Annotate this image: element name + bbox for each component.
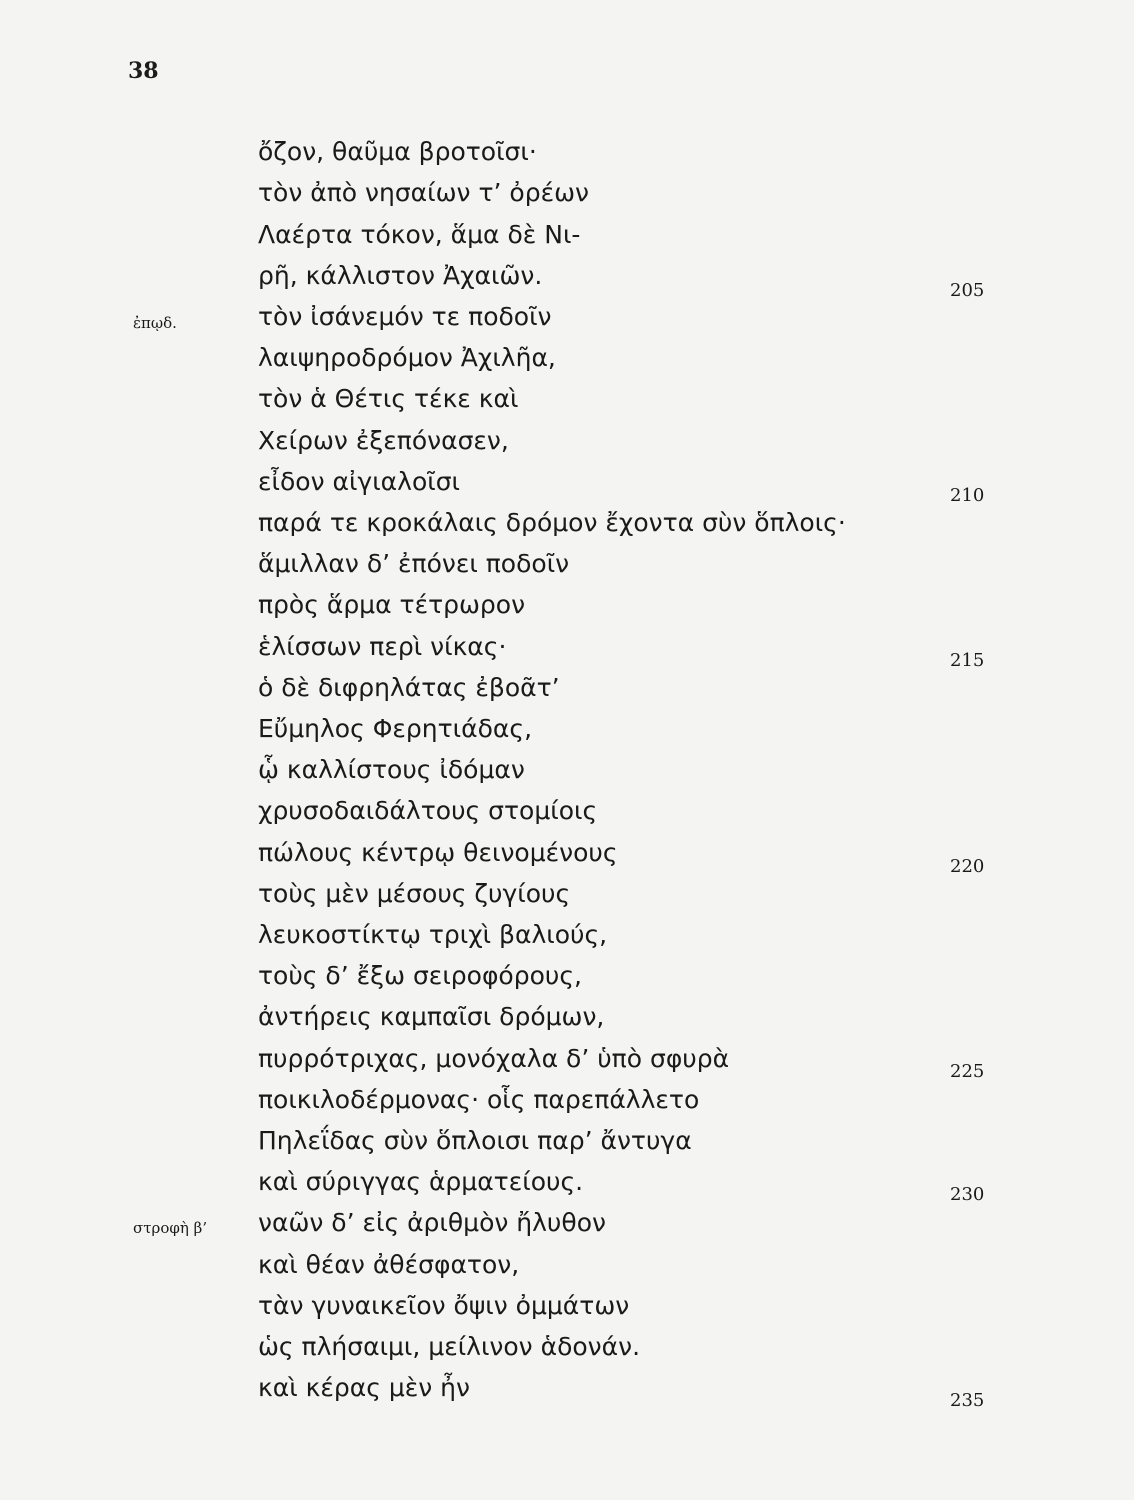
verse-line: ὡς πλήσαιμι, μείλινον ἁδονάν.: [258, 1332, 641, 1361]
margin-label-strophe: στροφὴ β’: [133, 1219, 208, 1237]
verse-line: τοὺς μὲν μέσους ζυγίους: [258, 879, 571, 908]
verse-line: ποικιλοδέρμονας· οἷς παρεπάλλετο: [258, 1085, 700, 1114]
verse-line: ἑλίσσων περὶ νίκας·: [258, 632, 507, 661]
verse-line: λαιψηροδρόμον Ἀχιλῆα,: [258, 343, 556, 372]
verse-line: καὶ σύριγγας ἁρματείους.: [258, 1167, 584, 1196]
verse-line: χρυσοδαιδάλτους στομίοις: [258, 796, 598, 825]
verse-line: τὰν γυναικεῖον ὄψιν ὀμμάτων: [258, 1291, 630, 1320]
verse-line: καὶ κέρας μὲν ἦν: [258, 1373, 470, 1402]
line-number: 220: [950, 856, 985, 877]
verse-line: παρά τε κροκάλαις δρόμον ἔχοντα σὺν ὅπλοις·: [258, 508, 846, 537]
verse-line: ναῶν δ’ εἰς ἀριθμὸν ἤλυθον: [258, 1208, 606, 1237]
verse-line: Πηλεΐδας σὺν ὅπλοισι παρ’ ἄντυγα: [258, 1126, 692, 1155]
verse-line: καὶ θέαν ἀθέσφατον,: [258, 1250, 520, 1279]
verse-line: ἅμιλλαν δ’ ἐπόνει ποδοῖν: [258, 549, 570, 578]
verse-line: τὸν ἀπὸ νησαίων τ’ ὀρέων: [258, 178, 589, 207]
verse-line: Εὔμηλος Φερητιάδας,: [258, 714, 533, 743]
verse-line: πώλους κέντρῳ θεινομένους: [258, 838, 618, 867]
verse-line: Χείρων ἐξεπόνασεν,: [258, 426, 509, 455]
verse-line: ἀντήρεις καμπαῖσι δρόμων,: [258, 1002, 605, 1031]
verse-line: εἶδον αἰγιαλοῖσι: [258, 467, 461, 496]
verse-line: πυρρότριχας, μονόχαλα δ’ ὑπὸ σφυρὰ: [258, 1044, 730, 1073]
verse-line: Λαέρτα τόκον, ἅμα δὲ Νι-: [258, 220, 581, 249]
verse-line: ὁ δὲ διφρηλάτας ἐβοᾶτ’: [258, 673, 560, 702]
verse-line: ᾧ καλλίστους ἰδόμαν: [258, 755, 525, 784]
line-number: 225: [950, 1061, 985, 1082]
page-number: 38: [128, 58, 159, 84]
verse-line: πρὸς ἅρμα τέτρωρον: [258, 590, 526, 619]
verse-line: τὸν ἰσάνεμόν τε ποδοῖν: [258, 302, 552, 331]
line-number: 230: [950, 1184, 985, 1205]
verse-line: ρῆ, κάλλιστον Ἀχαιῶν.: [258, 261, 543, 290]
line-number: 215: [950, 650, 985, 671]
line-number: 210: [950, 485, 985, 506]
verse-line: τὸν ἁ Θέτις τέκε καὶ: [258, 384, 519, 413]
line-number: 235: [950, 1390, 985, 1411]
verse-line: τοὺς δ’ ἔξω σειροφόρους,: [258, 961, 582, 990]
line-number: 205: [950, 280, 985, 301]
verse-line: λευκοστίκτῳ τριχὶ βαλιούς,: [258, 920, 608, 949]
margin-label-epode: ἐπῳδ.: [133, 314, 177, 332]
verse-line: ὄζον, θαῦμα βροτοῖσι·: [258, 137, 537, 166]
